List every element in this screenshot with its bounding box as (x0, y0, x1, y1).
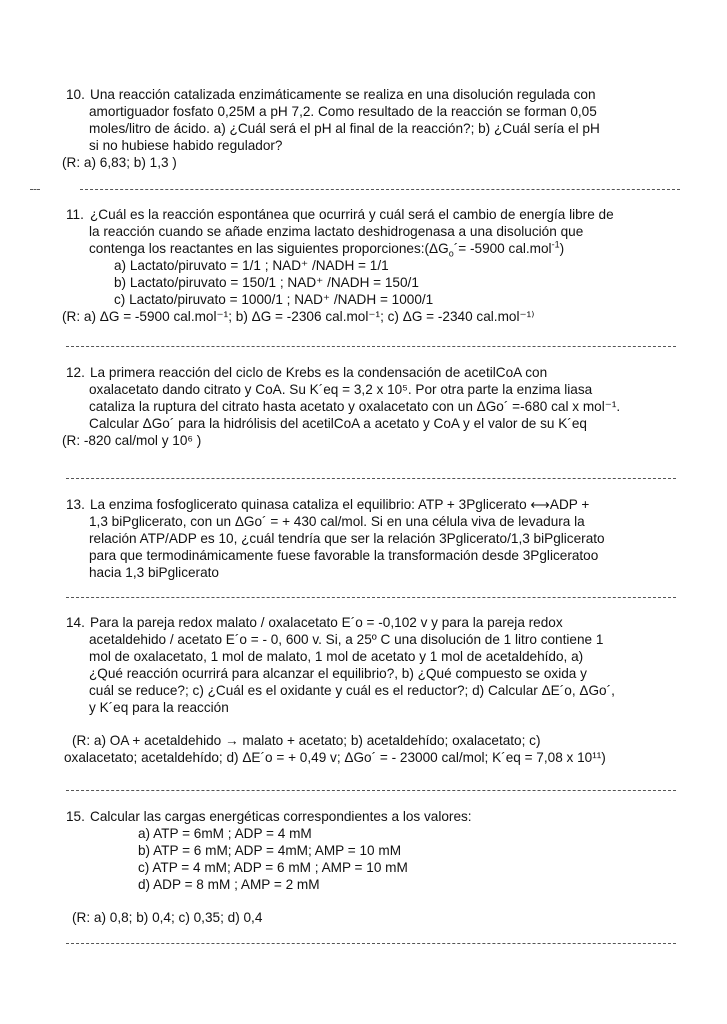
problem-text-line: La primera reacción del ciclo de Krebs es la condensación de acetilCoA con (90, 365, 548, 380)
option-item: c) Lactato/piruvato = 1000/1 ; NAD⁺ /NADH = 1000/1 (114, 292, 434, 307)
problem-11 (62, 206, 676, 325)
problem-text-line: la reacción cuando se añade enzima lactato deshidrogenasa a una disolución que (89, 224, 584, 239)
problem-text-line: contenga los reactantes en las siguientes $proporciones:(\Delta G_o´= -5900$ cal.mol$^{-1}$) (89, 239, 565, 259)
problem-10 (62, 86, 676, 171)
problem-number: 12. (66, 365, 85, 380)
problem-13 (66, 496, 676, 581)
problem-text-line: para que termodinámicamente fuese favorable la transformación desde 3Pgliceratoo (89, 548, 599, 563)
problem-12 (62, 364, 676, 449)
answer-line: oxalacetato; acetaldehído; d) ΔE´o = + 0,49 v; ΔGo´ = - 23000 cal/mol; K´eq = 7,08 x 10¹¹) (64, 750, 606, 765)
option-item: a) Lactato/piruvato = 1/1 ; NAD⁺ /NADH = 1/1 (114, 258, 389, 273)
problem-text-line: cuál se reduce?; c) ¿Cuál es el oxidante y cuál es el reductor?; d) Calcular ΔE´o, ΔGo´, (89, 683, 615, 698)
problem-15 (66, 808, 676, 926)
option-item: c) ATP = 4 mM; ADP = 6 mM ; AMP = 10 mM (138, 860, 408, 875)
problem-number: 10. (66, 87, 85, 102)
problem-text-line: La enzima fosfoglicerato quinasa cataliza el equilibrio: ATP + 3Pglicerato ⟷ADP + (90, 497, 590, 512)
problem-text-line: amortiguador fosfato 0,25M a pH 7,2. Como resultado de la reacción se forman 0,05 (89, 104, 597, 119)
problem-text-line: Calcular las cargas energéticas correspondientes a los valores: (90, 809, 472, 824)
separator-line (66, 346, 676, 347)
problem-text-line: moles/litro de ácido. a) ¿Cuál será el pH al final de la reacción?; b) ¿Cuál sería el pH (89, 121, 600, 136)
option-item: b) ATP = 6 mM; ADP = 4mM; AMP = 10 mM (138, 843, 402, 858)
answer-line: (R: -820 cal/mol y 10⁶ ) (62, 433, 202, 448)
separator-line (66, 597, 676, 598)
option-item: d) ADP = 8 mM ; AMP = 2 mM (138, 877, 320, 892)
separator-line (30, 189, 40, 190)
problem-text-line: acetaldehido / acetato E´o = - 0, 600 v. Si, a 25º C una disolución de 1 litro contiene 1 (89, 632, 604, 647)
answer-line: (R: a) OA + acetaldehido → malato + acetato; b) acetaldehído; oxalacetato; c) (72, 733, 541, 748)
problem-text-line: ¿Cuál es la reacción espontánea que ocurrirá y cuál será el cambio de energía libre de (90, 207, 614, 222)
problem-number: 14. (66, 615, 85, 630)
problem-text-line: oxalacetato dando citrato y CoA. Su K´eq = 3,2 x 10⁵. Por otra parte la enzima liasa (89, 382, 593, 397)
problem-text-line: si no hubiese habido regulador? (89, 138, 283, 153)
problem-text-line: ¿Qué reacción ocurrirá para alcanzar el equilibrio?, b) ¿Qué compuesto se oxida y (89, 666, 587, 681)
option-item: b) Lactato/piruvato = 150/1 ; NAD⁺ /NADH = 150/1 (114, 275, 419, 290)
problem-number: 15. (66, 809, 85, 824)
separator-line (80, 189, 680, 190)
problem-text-line: cataliza la ruptura del citrato hasta acetato y oxalacetato con un ΔGo´ =-680 cal x mol⁻¹. (89, 399, 621, 414)
option-item: a) ATP = 6mM ; ADP = 4 mM (138, 826, 312, 841)
problem-14 (66, 614, 676, 766)
problem-number: 13. (66, 497, 85, 512)
problem-text-line: hacia 1,3 biPglicerato (89, 565, 219, 580)
problem-number: 11. (66, 207, 84, 222)
problem-text-line: 1,3 biPglicerato, con un ΔGo´ = + 430 cal/mol. Si en una célula viva de levadura la (89, 514, 585, 529)
problem-text-line: y K´eq para la reacción (89, 700, 229, 715)
problem-text-line: relación ATP/ADP es 10, ¿cuál tendría que ser la relación 3Pglicerato/1,3 biPglicerato (89, 531, 605, 546)
problem-text-line: mol de oxalacetato, 1 mol de malato, 1 mol de acetato y 1 mol de acetaldehído, a) (89, 649, 584, 664)
answer-line: (R: a) 0,8; b) 0,4; c) 0,35; d) 0,4 (72, 910, 263, 925)
separator-line (66, 478, 676, 479)
problem-text-line: Para la pareja redox malato / oxalacetato E´o = -0,102 v y para la pareja redox (90, 615, 563, 630)
answer-line: (R: a) 6,83; b) 1,3 ) (62, 155, 177, 170)
problem-text-line: Calcular ΔGo´ para la hidrólisis del acetilCoA a acetato y CoA y el valor de su K´eq (89, 416, 587, 431)
separator-line (66, 943, 676, 944)
problem-text-line: Una reacción catalizada enzimáticamente se realiza en una disolución regulada con (90, 87, 596, 102)
answer-line: (R: a) ΔG = -5900 cal.mol⁻¹; b) ΔG = -2306 cal.mol⁻¹; c) ΔG = -2340 cal.mol⁻¹⁾ (62, 309, 535, 324)
separator-line (66, 790, 676, 791)
